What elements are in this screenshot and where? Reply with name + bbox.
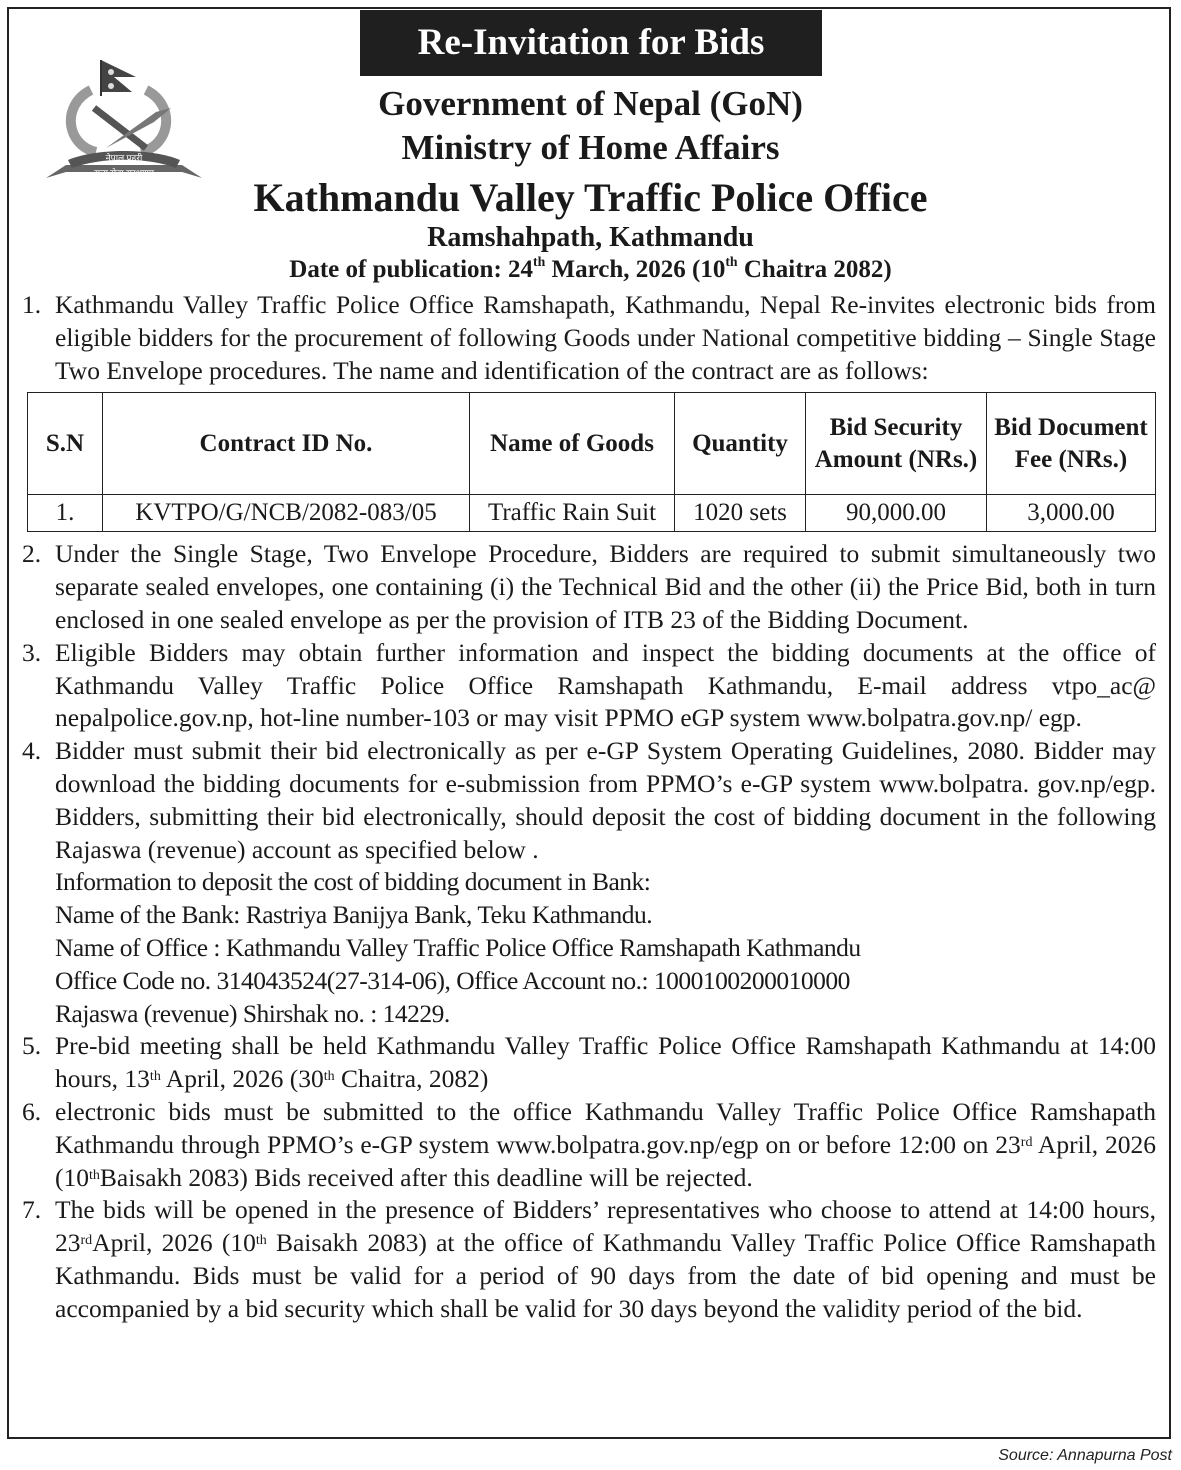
header-goods: Name of Goods [470,393,675,495]
cell-document-fee: 3,000.00 [987,495,1156,532]
notice-title: Re-Invitation for Bids [360,10,822,76]
paragraph-text: Pre-bid meeting shall be held Kathmandu Valley Traffic Police Office Ramshapath Kathmandu at 14:00 hours, 13th April, 2026 (30th Chaitra, 2082) [55,1031,1156,1094]
office-address: Ramshahpath, Kathmandu [427,222,754,253]
notice-body [22,289,1156,1326]
cell-quantity: 1020 sets [675,495,806,532]
paragraph-5 [22,1030,1156,1096]
cell-goods: Traffic Rain Suit [470,495,675,532]
paragraph-7 [22,1194,1156,1325]
cell-bid-security: 90,000.00 [806,495,987,532]
office-account-number: Office Code no. 314043524(27-314-06), Office Account no.: 1000100200010000 [55,965,850,995]
ministry-name: Ministry of Home Affairs [401,128,780,167]
paragraph-number: 7. [22,1195,42,1225]
header-quantity: Quantity [675,393,806,495]
office-account-name: Name of Office : Kathmandu Valley Traffic Police Office Ramshapath Kathmandu [55,932,861,962]
header-sn: S.N [28,393,103,495]
paragraph-text: Bidder must submit their bid electronically as per e-GP System Operating Guidelines, 2080. Bidder may download the bidding documents for e-submission from PPMO’s e-GP system www.bolpatra. gov.np/egp. Bidders, submitting their bid electronically, should deposit the cost of bidding document in the following Rajaswa (revenue) account as specified below . [55,736,1156,864]
header-document-fee: Bid Document Fee (NRs.) [987,393,1156,495]
paragraph-text: electronic bids must be submitted to the office Kathmandu Valley Traffic Police Office Ramshapath Kathmandu through PPMO’s e-GP system www.bolpatra.gov.np/egp on or before 12:00 on 23rd April, 2026 (10thBaisakh 2083) Bids received after this deadline will be rejected. [55,1096,1156,1192]
paragraph-number: 2. [22,539,42,569]
paragraph-text: Eligible Bidders may obtain further information and inspect the bidding documents at the office of Kathmandu Valley Traffic Police Office Ramshapath Kathmandu, E-mail address vtpo_ac@ nepalpolice.gov.np, hot-line number-103 or may visit PPMO eGP system www.bolpatra.gov.np/ egp. [55,637,1156,733]
paragraph-number: 3. [22,637,42,667]
bank-info-heading: Information to deposit the cost of bidding document in Bank: [55,867,651,897]
paragraph-2 [22,538,1156,636]
paragraph-text: The bids will be opened in the presence of Bidders’ representatives who choose to attend at 14:00 hours, 23rdApril, 2026 (10th Baisakh 2083) at the office of Kathmandu Valley Traffic Police Office Ramshapath Kathmandu. Bids must be valid for a period of 90 days from the date of bid opening and must be accompanied by a bid security which shall be valid for 30 days beyond the validity period of the bid. [55,1195,1156,1323]
paragraph-number: 6. [22,1096,42,1126]
revenue-heading-number: Rajaswa (revenue) Shirshak no. : 14229. [55,998,450,1028]
paragraph-1 [22,289,1156,387]
cell-sn: 1. [28,495,103,532]
paragraph-4 [22,735,1156,1030]
svg-text:नेपाल प्रहरी: नेपाल प्रहरी [105,153,143,163]
header-bid-security: Bid Security Amount (NRs.) [806,393,987,495]
bank-name: Name of the Bank: Rastriya Banijya Bank, Teku Kathmandu. [55,900,653,930]
paragraph-number: 1. [22,290,42,319]
header-contract-id: Contract ID No. [103,393,470,495]
publication-date: Date of publication: 24th March, 2026 (10th Chaitra 2082) [289,254,892,283]
paragraph-number: 4. [22,736,42,766]
paragraph-content [55,735,1156,1030]
table-row [28,495,1156,532]
paragraph-6 [22,1096,1156,1194]
office-name: Kathmandu Valley Traffic Police Office [253,175,928,220]
paragraph-number: 5. [22,1031,42,1061]
source-credit: Source: Annapurna Post [998,1447,1172,1464]
paragraph-text: Kathmandu Valley Traffic Police Office Ramshapath, Kathmandu, Nepal Re-invites electronic bids from eligible bidders for the procurement of following Goods under National competitive bidding – Single Stage Two Envelope procedures. The name and identification of the contract are as follows: [55,290,1156,385]
government-name: Government of Nepal (GoN) [378,84,803,123]
cell-contract-id: KVTPO/G/NCB/2082-083/05 [103,495,470,532]
paragraph-3 [22,637,1156,735]
contract-table [27,392,1156,532]
table-header-row [28,393,1156,495]
svg-text:सत्य सेवा सुरक्षणम्: सत्य सेवा सुरक्षणम् [94,168,154,178]
paragraph-text: Under the Single Stage, Two Envelope Procedure, Bidders are required to submit simultaneously two separate sealed envelopes, one containing (i) the Technical Bid and the other (ii) the Price Bid, both in turn enclosed in one sealed envelope as per the provision of ITB 23 of the Bidding Document. [55,539,1156,634]
